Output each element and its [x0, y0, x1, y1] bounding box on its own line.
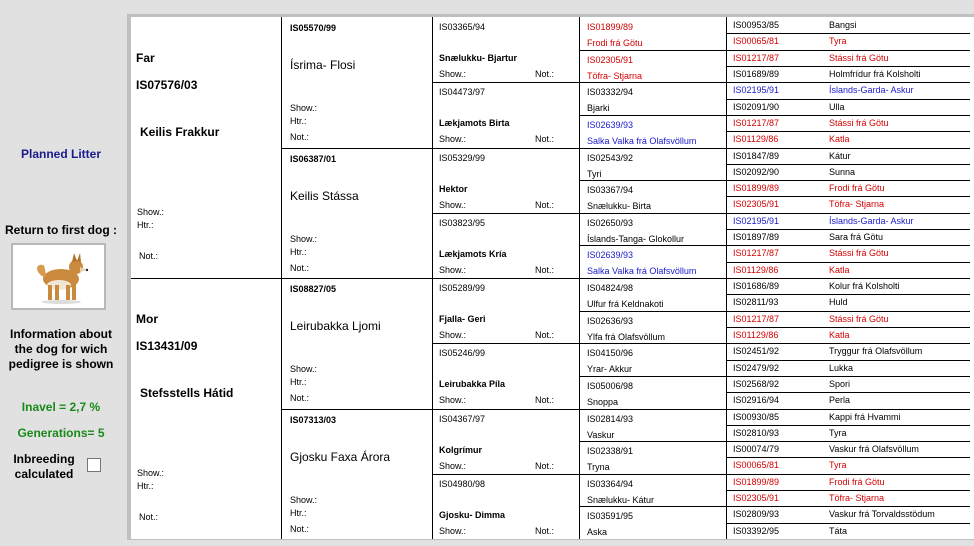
row-divider — [579, 245, 726, 246]
g5-reg: IS02809/93 — [733, 509, 780, 519]
g4-name[interactable]: Aska — [587, 527, 608, 537]
htr-label: Htr.: — [290, 508, 307, 518]
g4-reg: IS03367/94 — [587, 185, 634, 195]
g5-reg: IS02305/91 — [733, 199, 780, 209]
row-divider — [579, 506, 726, 507]
g3-reg: IS04367/97 — [439, 414, 486, 424]
g5-reg: IS01899/89 — [733, 183, 780, 193]
row-divider — [726, 294, 970, 295]
g5-reg: IS01129/86 — [733, 134, 779, 144]
g5-name[interactable]: Táta — [829, 526, 848, 536]
g2-name[interactable]: Gjosku Faxa Árora — [290, 450, 391, 464]
row-divider — [579, 278, 726, 279]
mother-name[interactable]: Stefsstells Hátid — [140, 386, 234, 400]
row-divider — [579, 441, 726, 442]
row-divider — [432, 148, 579, 149]
g5-name[interactable]: Perla — [829, 395, 851, 405]
row-divider — [726, 148, 970, 149]
g5-reg: IS01897/89 — [733, 232, 780, 242]
planned-litter-link[interactable]: Planned Litter — [20, 147, 101, 161]
g4-reg: IS03364/94 — [587, 479, 634, 489]
row-divider — [726, 376, 970, 377]
inavel-value: Inavel = 2,7 % — [21, 400, 101, 414]
g5-name[interactable]: Tyra — [829, 36, 847, 46]
g3-name[interactable]: Gjosku- Dimma — [439, 510, 506, 520]
inbreeding-label: Inbreeding calculated — [13, 452, 75, 481]
g4-reg: IS04824/98 — [587, 283, 634, 293]
return-label: Return to first dog : — [5, 223, 117, 237]
g5-name[interactable]: Huld — [829, 297, 848, 307]
g3-reg: IS04980/98 — [439, 479, 486, 489]
show-label: Show.: — [137, 207, 165, 217]
g5-reg: IS02091/90 — [733, 102, 780, 112]
first-dog-button[interactable] — [11, 243, 106, 310]
g4-name[interactable]: Tyri — [587, 169, 602, 179]
g2-name[interactable]: Keilis Stássa — [290, 189, 359, 203]
g4-name[interactable]: Salka Valka frá Olafsvöllum — [587, 136, 697, 146]
show-label: Show.: — [439, 461, 467, 471]
g3-reg: IS03365/94 — [439, 22, 486, 32]
row-divider — [726, 50, 970, 51]
not-label: Not.: — [535, 265, 555, 275]
row-divider — [579, 82, 726, 83]
g4-reg: IS02639/93 — [587, 120, 634, 130]
g5-name[interactable]: Tyra — [829, 460, 847, 470]
g5-name[interactable]: Kappi frá Hvammi — [829, 412, 901, 422]
g4-reg: IS01899/89 — [587, 22, 634, 32]
row-divider — [579, 50, 726, 51]
g2-reg: IS05570/99 — [290, 23, 337, 33]
g5-name[interactable]: Katla — [829, 330, 850, 340]
htr-label: Htr.: — [290, 247, 307, 257]
g3-name[interactable]: Lækjamots Birta — [439, 118, 510, 128]
g3-reg: IS04473/97 — [439, 87, 486, 97]
row-divider — [726, 506, 970, 507]
row-divider — [726, 474, 970, 475]
row-divider — [281, 409, 432, 410]
g5-reg: IS01217/87 — [733, 314, 780, 324]
g5-name[interactable]: Katla — [829, 134, 850, 144]
g3-name[interactable]: Hektor — [439, 184, 468, 194]
not-label: Not.: — [290, 393, 310, 403]
row-divider — [726, 441, 970, 442]
row-divider — [726, 523, 970, 524]
father-reg: IS07576/03 — [136, 78, 198, 92]
row-divider — [726, 409, 970, 410]
not-label: Not.: — [290, 132, 310, 142]
g5-reg: IS02568/92 — [733, 379, 780, 389]
not-label: Not.: — [139, 512, 159, 522]
g5-reg: IS00930/85 — [733, 412, 780, 422]
row-divider — [432, 213, 579, 214]
g5-name[interactable]: Stássi frá Götu — [829, 314, 889, 324]
g4-name[interactable]: Snoppa — [587, 397, 619, 407]
show-label: Show.: — [290, 103, 318, 113]
row-divider — [281, 148, 432, 149]
g3-name[interactable]: Fjalla- Geri — [439, 314, 486, 324]
mother-reg: IS13431/09 — [136, 339, 198, 353]
g5-name[interactable]: Spori — [829, 379, 851, 389]
g5-reg: IS00953/85 — [733, 20, 780, 30]
g5-reg: IS01217/87 — [733, 53, 780, 63]
row-divider — [579, 148, 726, 149]
g4-reg: IS03591/95 — [587, 511, 634, 521]
row-divider — [726, 213, 970, 214]
g5-reg: IS02305/91 — [733, 493, 780, 503]
row-divider — [726, 99, 970, 100]
inbreeding-checkbox[interactable] — [87, 458, 101, 472]
show-label: Show.: — [439, 330, 467, 340]
g5-reg: IS02092/90 — [733, 167, 780, 177]
htr-label: Htr.: — [137, 481, 154, 491]
row-divider — [726, 229, 970, 230]
row-divider — [432, 278, 579, 279]
generations-value: Generations= 5 — [17, 426, 105, 440]
row-divider — [579, 343, 726, 344]
g5-reg: IS01129/86 — [733, 265, 779, 275]
g5-reg: IS01217/87 — [733, 118, 780, 128]
g5-name[interactable]: Holmfrídur frá Kolsholti — [829, 69, 921, 79]
row-divider — [726, 327, 970, 328]
g3-name[interactable]: Kolgrímur — [439, 445, 483, 455]
g5-name[interactable]: Tyra — [829, 428, 847, 438]
g3-reg: IS05329/99 — [439, 153, 486, 163]
g3-name[interactable]: Snælukku- Bjartur — [439, 53, 518, 63]
g4-reg: IS05006/98 — [587, 381, 634, 391]
not-label: Not.: — [290, 524, 310, 534]
row-divider — [726, 131, 970, 132]
g4-name[interactable]: Töfra- Stjarna — [587, 71, 643, 81]
not-label: Not.: — [535, 69, 555, 79]
g2-reg: IS06387/01 — [290, 154, 337, 164]
row-divider — [726, 115, 970, 116]
row-divider — [432, 474, 579, 475]
not-label: Not.: — [535, 395, 555, 405]
g5-name[interactable]: Vaskur frá Olafsvöllum — [829, 444, 919, 454]
g4-name[interactable]: Frodi frá Götu — [587, 38, 643, 48]
row-divider — [579, 376, 726, 377]
g5-name[interactable]: Töfra- Stjarna — [829, 493, 885, 503]
not-label: Not.: — [535, 526, 555, 536]
row-divider — [131, 278, 281, 279]
row-divider — [726, 180, 970, 181]
row-divider — [726, 425, 970, 426]
g4-name[interactable]: Tryna — [587, 462, 610, 472]
show-label: Show.: — [137, 468, 165, 478]
info-text: Information about the dog for wich pedigree is shown — [8, 327, 114, 371]
row-divider — [726, 457, 970, 458]
not-label: Not.: — [139, 251, 159, 261]
show-label: Show.: — [290, 495, 318, 505]
htr-label: Htr.: — [290, 377, 307, 387]
g5-reg: IS01847/89 — [733, 151, 780, 161]
g4-name[interactable]: Salka Valka frá Olafsvöllum — [587, 266, 697, 276]
g5-name[interactable]: Ulla — [829, 102, 845, 112]
not-label: Not.: — [535, 134, 555, 144]
g2-name[interactable]: Leirubakka Ljomi — [290, 319, 381, 333]
g5-reg: IS01689/89 — [733, 69, 780, 79]
g5-reg: IS02810/93 — [733, 428, 780, 438]
show-label: Show.: — [439, 200, 467, 210]
g5-name[interactable]: Frodi frá Götu — [829, 183, 885, 193]
g5-reg: IS00074/79 — [733, 444, 780, 454]
g5-name[interactable]: Vaskur frá Torvaldsstödum — [829, 509, 935, 519]
g3-reg: IS05289/99 — [439, 283, 486, 293]
htr-label: Htr.: — [290, 116, 307, 126]
g4-name[interactable]: Yrar- Akkur — [587, 364, 633, 374]
g5-name[interactable]: Lukka — [829, 363, 854, 373]
g4-name[interactable]: Bjarki — [587, 103, 610, 113]
row-divider — [579, 311, 726, 312]
g5-reg: IS02916/94 — [733, 395, 780, 405]
g5-name[interactable]: Katla — [829, 265, 850, 275]
g4-name[interactable]: Snælukku- Kátur — [587, 495, 655, 505]
row-divider — [726, 66, 970, 67]
not-label: Not.: — [290, 263, 310, 273]
row-divider — [726, 278, 970, 279]
g4-reg: IS02543/92 — [587, 153, 634, 163]
show-label: Show.: — [439, 526, 467, 536]
g5-name[interactable]: Bangsi — [829, 20, 857, 30]
show-label: Show.: — [290, 364, 318, 374]
g5-name[interactable]: Stássi frá Götu — [829, 118, 889, 128]
show-label: Show.: — [439, 134, 467, 144]
g4-reg: IS02639/93 — [587, 250, 634, 260]
row-divider — [432, 343, 579, 344]
mother-role: Mor — [136, 312, 158, 326]
row-divider — [726, 164, 970, 165]
g4-reg: IS02636/93 — [587, 316, 634, 326]
dog-icon — [13, 245, 104, 308]
row-divider — [726, 360, 970, 361]
row-divider — [281, 278, 432, 279]
row-divider — [579, 213, 726, 214]
g5-reg: IS02479/92 — [733, 363, 780, 373]
row-divider — [726, 33, 970, 34]
g4-name[interactable]: Ylfa frá Olafsvöllum — [587, 332, 666, 342]
g4-reg: IS02305/91 — [587, 55, 634, 65]
g5-name[interactable]: Stássi frá Götu — [829, 53, 889, 63]
g5-reg: IS00065/81 — [733, 460, 780, 470]
row-divider — [432, 82, 579, 83]
row-divider — [579, 180, 726, 181]
row-divider — [726, 245, 970, 246]
g5-name[interactable]: Íslands-Garda- Askur — [829, 216, 914, 226]
show-label: Show.: — [439, 265, 467, 275]
g5-reg: IS00065/81 — [733, 36, 780, 46]
g5-reg: IS01129/86 — [733, 330, 779, 340]
row-divider — [726, 82, 970, 83]
g5-name[interactable]: Kolur frá Kolsholti — [829, 281, 900, 291]
htr-label: Htr.: — [137, 220, 154, 230]
g2-name[interactable]: Ísrima- Flosi — [290, 58, 356, 72]
not-label: Not.: — [535, 461, 555, 471]
g5-name[interactable]: Frodi frá Götu — [829, 477, 885, 487]
row-divider — [726, 262, 970, 263]
g3-name[interactable]: Leirubakka Píla — [439, 379, 506, 389]
g4-name[interactable]: Ulfur frá Keldnakoti — [587, 299, 664, 309]
g5-name[interactable]: Tryggur frá Olafsvöllum — [829, 346, 923, 356]
row-divider — [579, 409, 726, 410]
g4-name[interactable]: Íslands-Tanga- Glokollur — [587, 234, 685, 244]
g4-name[interactable]: Snælukku- Birta — [587, 201, 652, 211]
g5-name[interactable]: Kátur — [829, 151, 851, 161]
show-label: Show.: — [439, 69, 467, 79]
row-divider — [726, 343, 970, 344]
g5-reg: IS01899/89 — [733, 477, 780, 487]
row-divider — [726, 490, 970, 491]
g5-name[interactable]: Töfra- Stjarna — [829, 199, 885, 209]
g2-reg: IS07313/03 — [290, 415, 337, 425]
g5-name[interactable]: Stássi frá Götu — [829, 248, 889, 258]
g5-name[interactable]: Sara frá Götu — [829, 232, 884, 242]
g5-reg: IS03392/95 — [733, 526, 780, 536]
g3-reg: IS03823/95 — [439, 218, 486, 228]
g5-name[interactable]: Sunna — [829, 167, 856, 177]
g5-reg: IS01217/87 — [733, 248, 780, 258]
g5-reg: IS02195/91 — [733, 85, 780, 95]
g4-name[interactable]: Vaskur — [587, 430, 615, 440]
g5-reg: IS02195/91 — [733, 216, 780, 226]
g5-reg: IS02451/92 — [733, 346, 780, 356]
g3-reg: IS05246/99 — [439, 348, 486, 358]
g4-reg: IS02814/93 — [587, 414, 634, 424]
row-divider — [432, 409, 579, 410]
row-divider — [726, 392, 970, 393]
g4-reg: IS02338/91 — [587, 446, 634, 456]
show-label: Show.: — [439, 395, 467, 405]
g4-reg: IS04150/96 — [587, 348, 634, 358]
sidebar — [0, 0, 122, 546]
g3-name[interactable]: Lækjamots Kría — [439, 249, 507, 259]
father-role: Far — [136, 51, 155, 65]
g5-name[interactable]: Íslands-Garda- Askur — [829, 85, 914, 95]
father-name[interactable]: Keilis Frakkur — [140, 125, 220, 139]
row-divider — [726, 196, 970, 197]
row-divider — [726, 311, 970, 312]
g4-reg: IS03332/94 — [587, 87, 634, 97]
row-divider — [579, 474, 726, 475]
not-label: Not.: — [535, 200, 555, 210]
show-label: Show.: — [290, 234, 318, 244]
row-divider — [579, 115, 726, 116]
g5-reg: IS01686/89 — [733, 281, 780, 291]
g4-reg: IS02650/93 — [587, 218, 634, 228]
not-label: Not.: — [535, 330, 555, 340]
g2-reg: IS08827/05 — [290, 284, 337, 294]
g5-reg: IS02811/93 — [733, 297, 779, 307]
